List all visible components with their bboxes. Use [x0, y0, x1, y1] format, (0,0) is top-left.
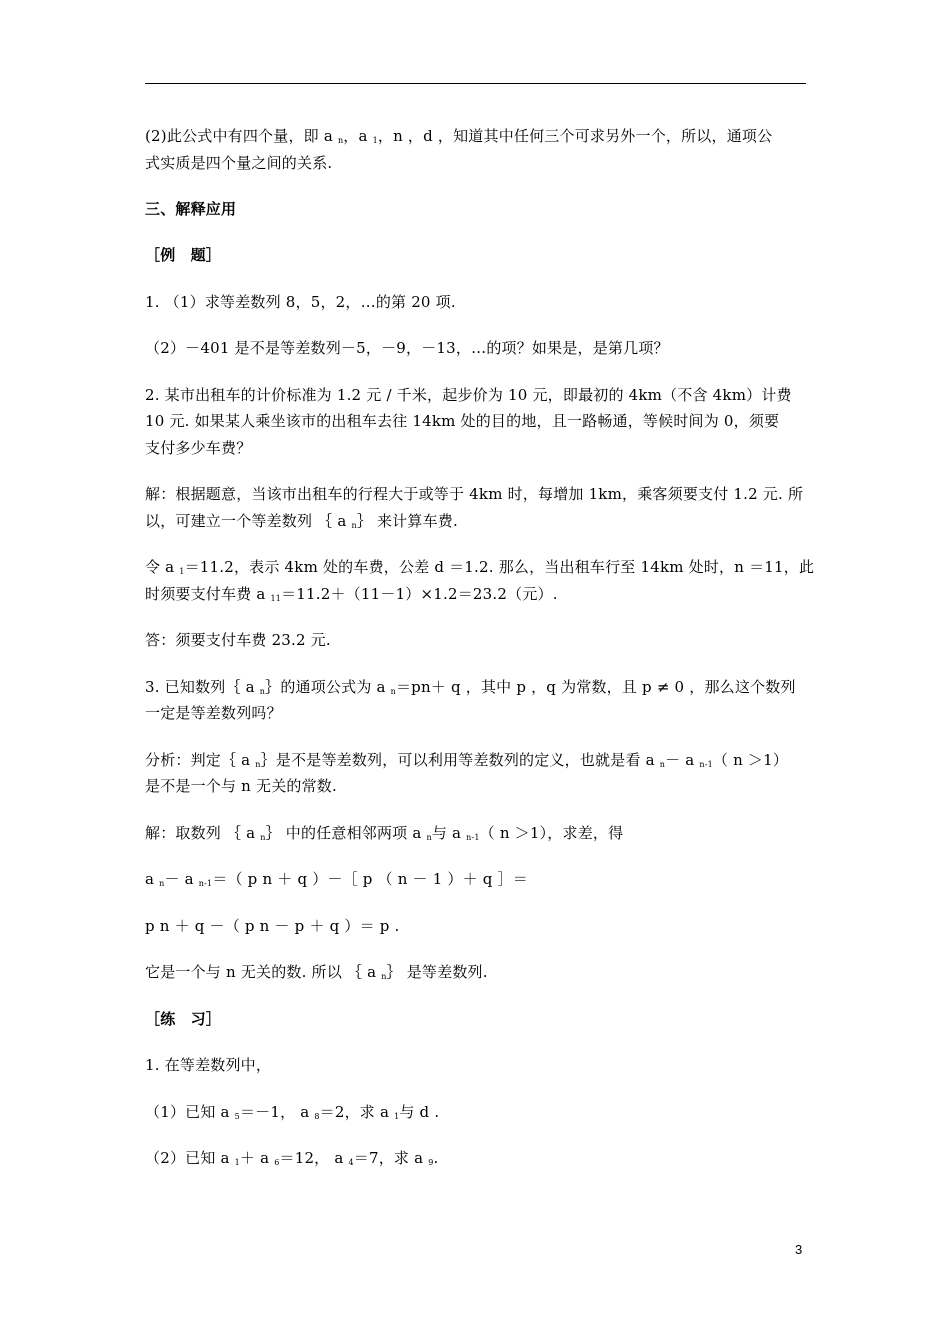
subscript: n: [259, 687, 266, 696]
subscript: n: [390, 687, 396, 696]
text-run: 答：须要支付车费 23.2 元.: [145, 631, 331, 649]
text-run: p n ＋ q －（ p n － p ＋ q ）＝ p .: [145, 917, 400, 935]
subscript: 6: [274, 1158, 280, 1167]
text-line: [145, 1102, 815, 1122]
text-run: 10 元. 如果某人乘坐该市的出租车去往 14km 处的目的地，且一路畅通，等候时间为 0，须要: [145, 412, 780, 430]
text-run: ＋ a: [239, 1149, 275, 1167]
text-run: － a: [665, 751, 700, 769]
text-run: ＝－1， a: [239, 1103, 315, 1121]
text-run: 1. 在等差数列中，: [145, 1056, 272, 1074]
text-run: （ n ＞1）: [712, 751, 789, 769]
text-line: [145, 823, 815, 843]
text-run: 3. 已知数列｛ a: [145, 678, 260, 696]
text-run: （1）已知 a: [145, 1103, 235, 1121]
subscript: n: [351, 521, 357, 530]
text-line: [145, 338, 815, 358]
subscript: 4: [348, 1158, 354, 1167]
text-run: 解：取数列 ｛ a: [145, 824, 261, 842]
subscript: n-1: [198, 879, 213, 888]
text-run: （2）已知 a: [145, 1149, 235, 1167]
text-run: ｝ 是等差数列.: [386, 963, 488, 981]
subscript: n: [659, 760, 666, 769]
text-line: [145, 511, 815, 531]
text-run: 一定是等差数列吗？: [145, 704, 282, 722]
section-heading: [145, 199, 815, 219]
text-run: 三、解释应用: [145, 200, 237, 218]
header-rule: [145, 83, 806, 84]
text-run: 与 a: [431, 824, 467, 842]
text-run: 式实质是四个量之间的关系.: [145, 154, 333, 172]
text-run: 2. 某市出租车的计价标准为 1.2 元 / 千米，起步价为 10 元，即最初的 4km（不含 4km）计费: [145, 386, 792, 404]
text-line: [145, 1055, 815, 1075]
text-line: [145, 385, 815, 405]
text-run: 支付多少车费？: [145, 439, 252, 457]
text-run: 与 d .: [399, 1103, 440, 1121]
text-line: [145, 438, 815, 458]
text-run: 时须要支付车费 a: [145, 585, 271, 603]
text-run: （ n ＞1），求差，得: [479, 824, 624, 842]
subscript: 8: [314, 1112, 320, 1121]
section-heading: [145, 1009, 815, 1029]
subscript: n: [255, 760, 261, 769]
text-run: 分析：判定｛ a: [145, 751, 256, 769]
text-run: ＝11.2，表示 4km 处的车费，公差 d ＝1.2. 那么，当出租车行至 14km 处时，n ＝11，此: [184, 558, 815, 576]
text-run: ＝11.2＋（11－1）×1.2＝23.2（元）.: [281, 585, 558, 603]
text-line: [145, 776, 815, 796]
text-line: [145, 411, 815, 431]
subscript: n: [381, 972, 387, 981]
subscript: n: [426, 833, 432, 842]
text-run: ［例 题］: [145, 246, 222, 264]
text-run: ［练 习］: [145, 1010, 222, 1028]
text-run: ＝2，求 a: [319, 1103, 395, 1121]
text-run: 令 a: [145, 558, 180, 576]
text-line: [145, 484, 815, 504]
subscript: 1: [179, 567, 185, 576]
page-number: 3: [795, 1242, 803, 1257]
text-line: [145, 153, 815, 173]
text-run: ｝ 中的任意相邻两项 a: [265, 824, 427, 842]
text-run: ｝是不是等差数列，可以利用等差数列的定义，也就是看 a: [260, 751, 660, 769]
text-run: ，n ，d ，知道其中任何三个可求另外一个，所以，通项公: [377, 127, 773, 145]
text-run: a: [145, 870, 160, 888]
text-run: 以，可建立一个等差数列 ｛ a: [145, 512, 352, 530]
text-run: ，a: [343, 127, 373, 145]
text-run: ＝12， a: [279, 1149, 349, 1167]
text-run: ＝pn＋ q ，其中 p ，q 为常数，且 p ≠ 0 ，那么这个数列: [395, 678, 796, 696]
subscript: 11: [270, 594, 282, 603]
text-run: ｝ 来计算车费.: [356, 512, 458, 530]
text-line: [145, 750, 815, 770]
text-line: [145, 126, 815, 146]
subscript: n: [260, 833, 266, 842]
text-line: [145, 630, 815, 650]
subscript: n-1: [466, 833, 480, 842]
subscript: 1: [394, 1112, 400, 1121]
text-line: [145, 962, 815, 982]
text-run: － a: [164, 870, 199, 888]
text-run: .: [433, 1149, 439, 1167]
text-line: [145, 1148, 815, 1168]
text-line: [145, 916, 815, 936]
text-line: [145, 292, 815, 312]
text-run: 是不是一个与 n 无关的常数.: [145, 777, 337, 795]
subscript: n-1: [699, 760, 713, 769]
subscript: 1: [234, 1158, 240, 1167]
text-line: [145, 869, 815, 889]
subscript: 5: [234, 1112, 240, 1121]
text-run: (2)此公式中有四个量，即 a: [145, 127, 338, 145]
text-line: [145, 557, 815, 577]
text-run: （2）－401 是不是等差数列－5，－9，－13，…的项？如果是，是第几项？: [145, 339, 669, 357]
text-line: [145, 584, 815, 604]
subscript: n: [159, 879, 165, 888]
text-run: 解：根据题意，当该市出租车的行程大于或等于 4km 时，每增加 1km，乘客须要支付 1.2 元. 所: [145, 485, 804, 503]
subscript: 1: [372, 136, 378, 145]
section-heading: [145, 245, 815, 265]
text-run: ＝7，求 a: [353, 1149, 429, 1167]
text-run: ｝的通项公式为 a: [265, 678, 391, 696]
text-line: [145, 677, 815, 697]
text-run: ＝（ p n ＋ q ）－［ p （ n － 1 ）＋ q ］＝: [212, 870, 528, 888]
text-run: 1. （1）求等差数列 8，5，2，…的第 20 项.: [145, 293, 456, 311]
subscript: n: [337, 136, 344, 145]
subscript: 9: [428, 1158, 434, 1167]
text-line: [145, 703, 815, 723]
text-run: 它是一个与 n 无关的数. 所以 ｛ a: [145, 963, 382, 981]
